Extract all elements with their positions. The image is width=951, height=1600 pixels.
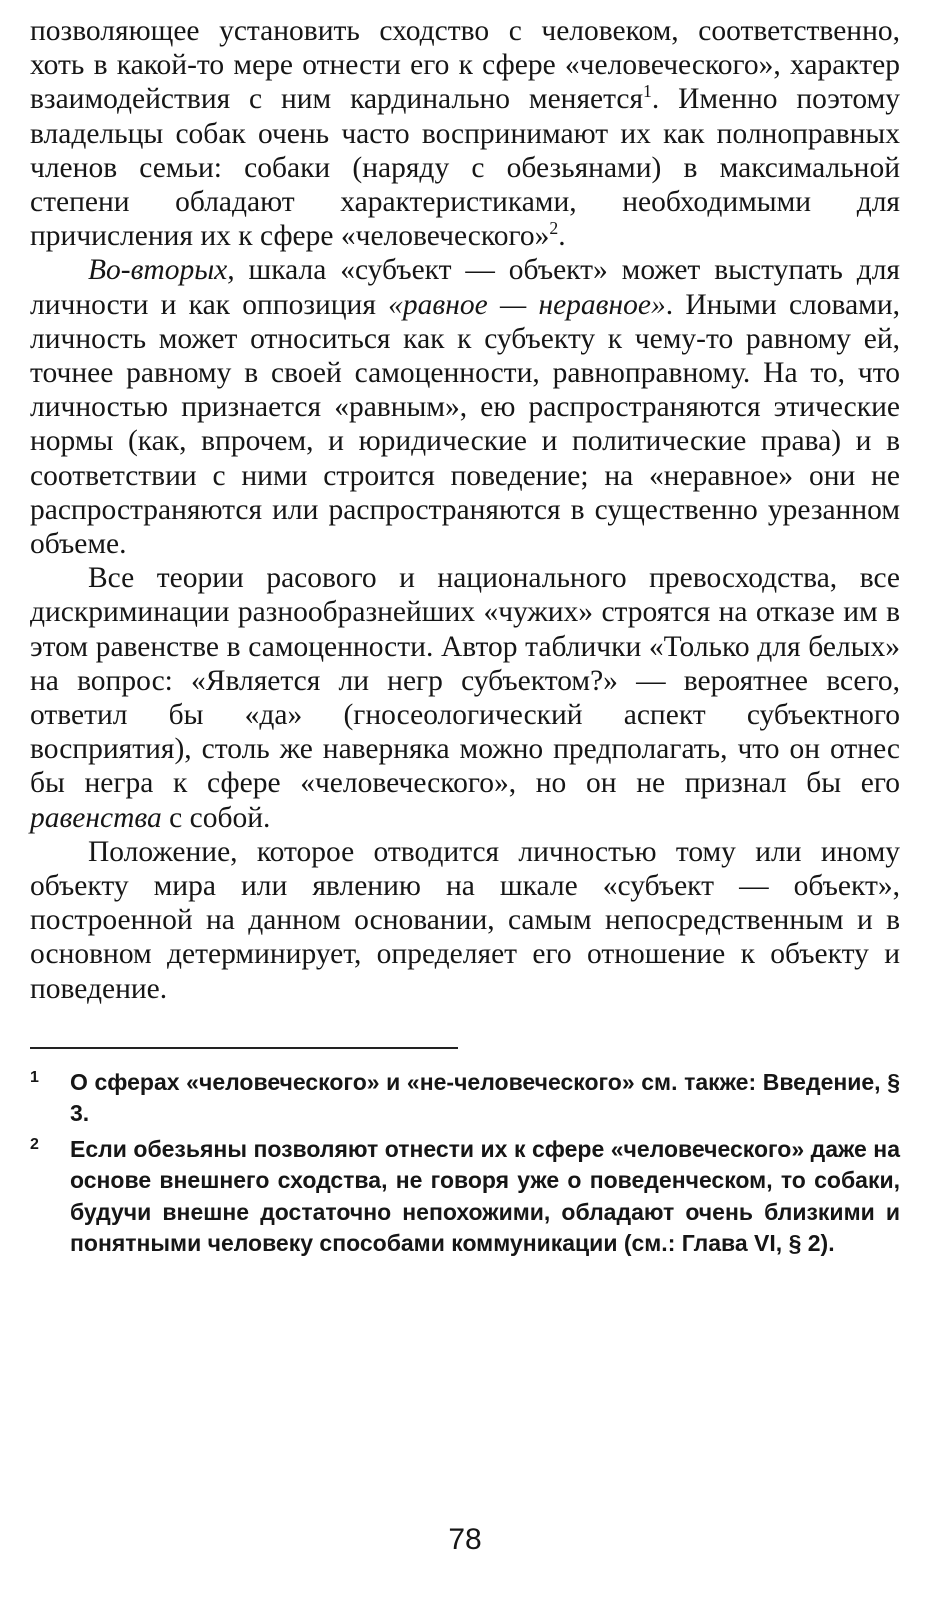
paragraph-3-emphasis: равенства [30, 801, 162, 834]
footnote-ref-2: 2 [549, 218, 559, 239]
paragraph-2-text-a: шкала «субъект — объект» может выступать для личности и как оппозиция [30, 254, 900, 321]
paragraph-3 [30, 561, 900, 835]
paragraph-1 [30, 14, 900, 253]
paragraph-4-text: Положение, которое отводится личностью тому или иному объекту мира или явлению на шкале «субъект — объект», построенной на данном основании, самым непосредственным и в основном детерминирует, определяет его отношение к объекту и поведение. [30, 835, 900, 1005]
paragraph-1-text-c: . [558, 220, 566, 253]
footnote-divider [30, 1047, 458, 1049]
page-number: 78 [448, 1523, 482, 1556]
footnote-1-mark: 1 [30, 1068, 39, 1086]
footnote-2 [30, 1134, 900, 1260]
book-page [30, 14, 900, 1584]
paragraph-2-emphasis: «равное — неравное» [388, 288, 666, 321]
paragraph-3-text-b: с собой. [161, 801, 271, 834]
footnotes [30, 1067, 900, 1260]
footnote-2-text: Если обезьяны позволяют отнести их к сфере «человеческого» даже на основе внешнего сходства, не говоря уже о поведенческом, то собаки, будучи внешне достаточно непохожими, обладают очень близкими и понятными человеку способами коммуникации (см.: Глава VI, § 2). [70, 1135, 900, 1257]
footnote-2-mark: 2 [30, 1135, 39, 1153]
paragraph-2-text-b: . Иными словами, личность может относиться как к субъекту к чему-то равному ей, точнее равному в своей самоценности, равноправному. На то, что личностью признается «равным», ею распространяются этические нормы (как, впрочем, и юридические и политические права) и в соответствии с ними строится поведение; на «неравное» они не распространяются или распространяются в существенно урезанном объеме. [30, 288, 900, 561]
footnote-1-text: О сферах «человеческого» и «не-человеческого» см. также: Введение, § 3. [70, 1068, 900, 1127]
paragraph-2-lead: Во-вторых, [88, 254, 235, 287]
paragraph-3-text-a: Все теории расового и национального превосходства, все дискриминации разнообразнейших «чужих» строятся на отказе им в этом равенстве в самоценности. Автор таблички «Только для белых» на вопрос: «Является ли негр субъектом?» — вероятнее всего, ответил бы «да» (гносеологический аспект субъектного восприятия), столь же наверняка можно предполагать, что он отнес бы негра к сфере «человеческого», но он не признал бы его [30, 562, 900, 800]
paragraph-2 [30, 253, 900, 561]
paragraph-1-text-a: позволяющее установить сходство с человеком, соответственно, хоть в какой-то мере отнести его к сфере «человеческого», характер взаимодействия с ним кардинально меняется [30, 15, 900, 116]
footnote-ref-1: 1 [643, 81, 652, 102]
footnote-1 [30, 1067, 900, 1130]
paragraph-4 [30, 835, 900, 1006]
paragraph-1-text-b: . Именно поэтому владельцы собак очень часто воспринимают их как полноправных членов семьи: собаки (наряду с обезьянами) в максимальной степени обладают характеристиками, необходимыми для причисления их к сфере «человеческого» [30, 83, 901, 253]
main-text [30, 14, 900, 1006]
